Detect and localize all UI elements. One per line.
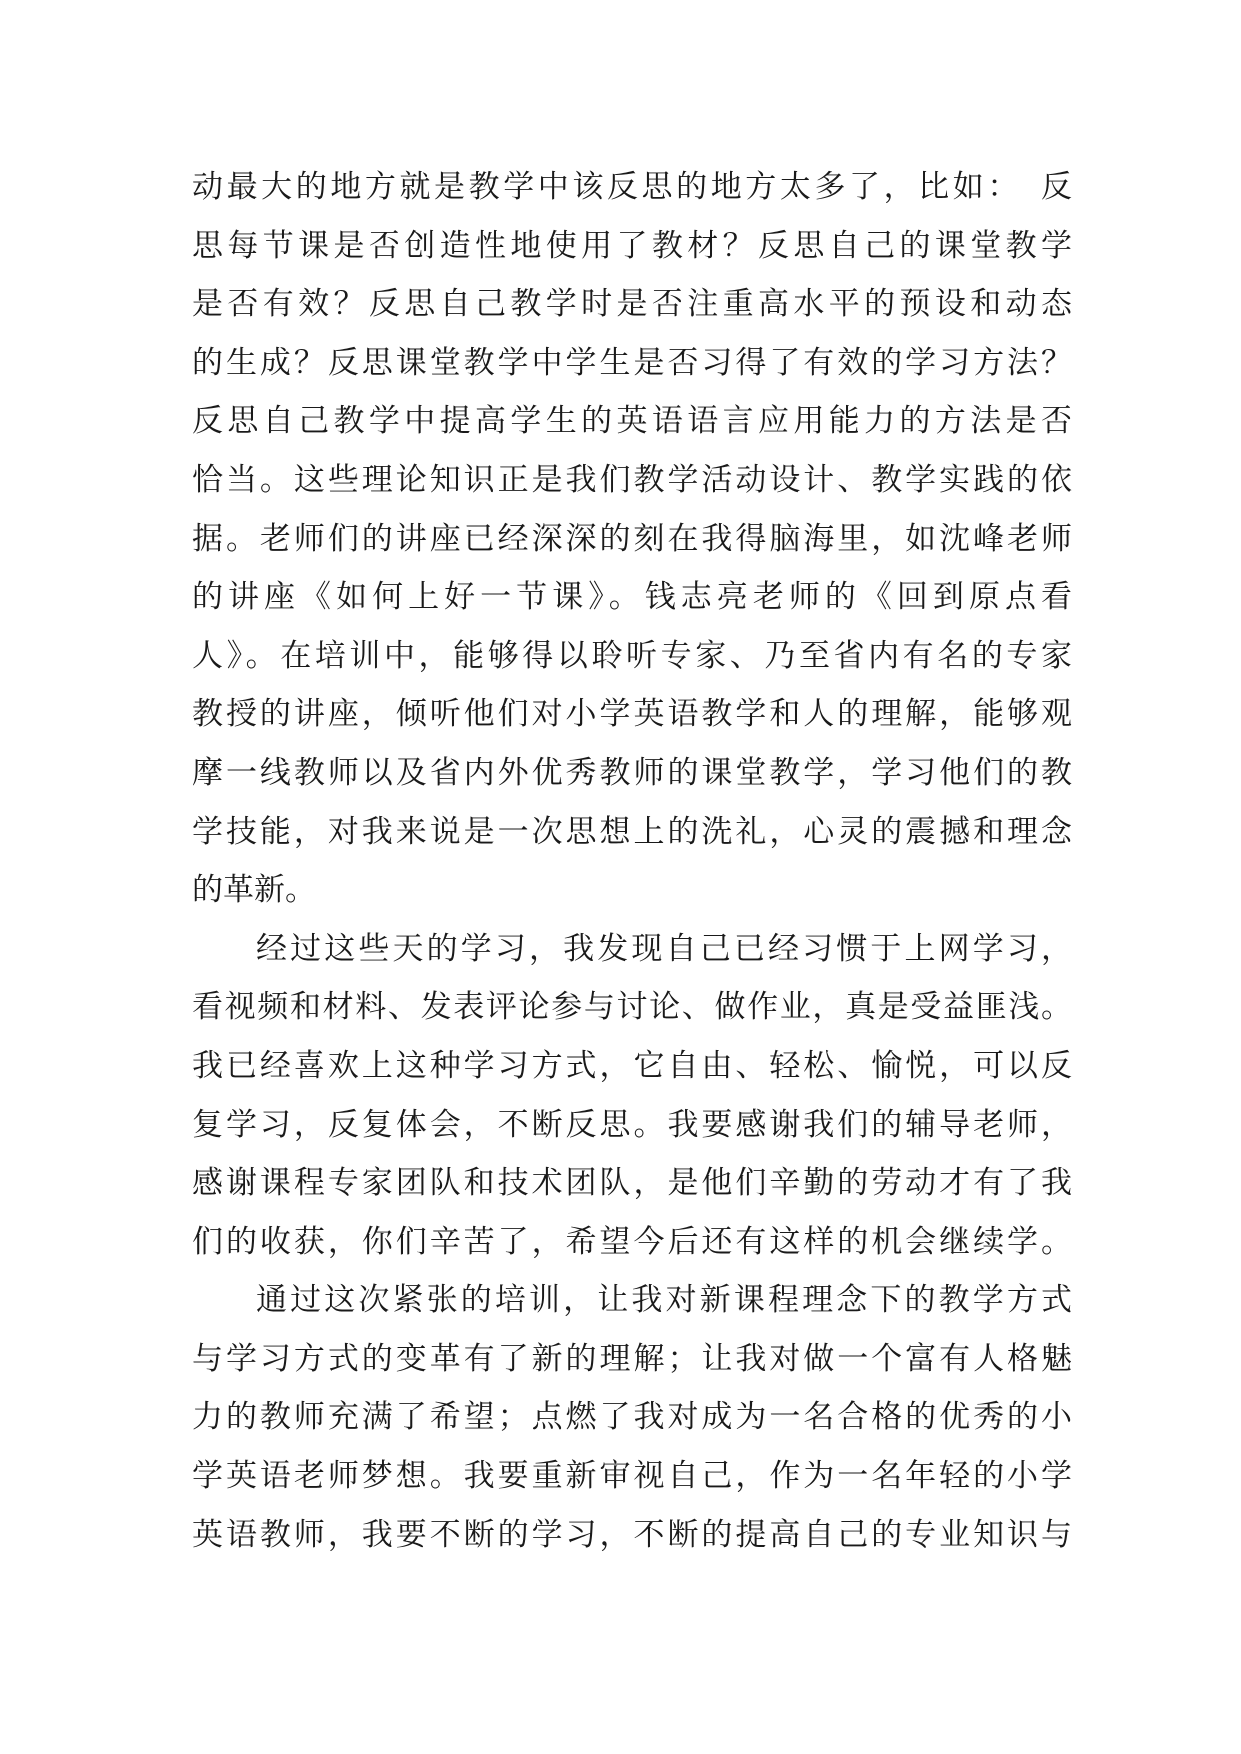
text-line: 思每节课是否创造性地使用了教材？反思自己的课堂教学: [192, 227, 1072, 264]
text-line: 英语教师，我要不断的学习，不断的提高自己的专业知识与: [192, 1516, 1072, 1553]
text-line: 是否有效？反思自己教学时是否注重高水平的预设和动态: [192, 286, 1072, 323]
text-line: 摩一线教师以及省内外优秀教师的课堂教学，学习他们的教: [192, 754, 1072, 791]
text-line: 恰当。这些理论知识正是我们教学活动设计、教学实践的依: [192, 461, 1072, 498]
text-line: 反思自己教学中提高学生的英语语言应用能力的方法是否: [192, 403, 1072, 440]
document-body: [192, 158, 1072, 1564]
text-line: 复学习，反复体会，不断反思。我要感谢我们的辅导老师，: [192, 1106, 1072, 1143]
text-line: 们的收获，你们辛苦了，希望今后还有这样的机会继续学。: [192, 1223, 1072, 1260]
text-line: 感谢课程专家团队和技术团队，是他们辛勤的劳动才有了我: [192, 1165, 1072, 1202]
text-line: 看视频和材料、发表评论参与讨论、做作业，真是受益匪浅。: [192, 989, 1072, 1026]
text-line: 的革新。: [192, 872, 316, 909]
text-line: 力的教师充满了希望；点燃了我对成为一名合格的优秀的小: [192, 1399, 1072, 1436]
text-line: 的讲座《如何上好一节课》。钱志亮老师的《回到原点看: [192, 579, 1072, 616]
text-line: 通过这次紧张的培训，让我对新课程理念下的教学方式: [256, 1282, 1072, 1319]
text-line: 据。老师们的讲座已经深深的刻在我得脑海里，如沈峰老师: [192, 520, 1072, 557]
text-line: 动最大的地方就是教学中该反思的地方太多了，比如： 反: [192, 169, 1072, 205]
text-line: 学英语老师梦想。我要重新审视自己，作为一名年轻的小学: [192, 1458, 1072, 1495]
text-line: 经过这些天的学习，我发现自己已经习惯于上网学习，: [256, 930, 1072, 967]
text-line: 人》。在培训中，能够得以聆听专家、乃至省内有名的专家: [192, 637, 1072, 674]
text-line: 与学习方式的变革有了新的理解；让我对做一个富有人格魅: [192, 1340, 1072, 1377]
text-line: 教授的讲座，倾听他们对小学英语教学和人的理解，能够观: [192, 696, 1072, 733]
text-line: 我已经喜欢上这种学习方式，它自由、轻松、愉悦，可以反: [192, 1047, 1072, 1084]
text-line: 学技能，对我来说是一次思想上的洗礼，心灵的震撼和理念: [192, 813, 1072, 850]
text-line: 的生成？反思课堂教学中学生是否习得了有效的学习方法？: [192, 344, 1072, 381]
